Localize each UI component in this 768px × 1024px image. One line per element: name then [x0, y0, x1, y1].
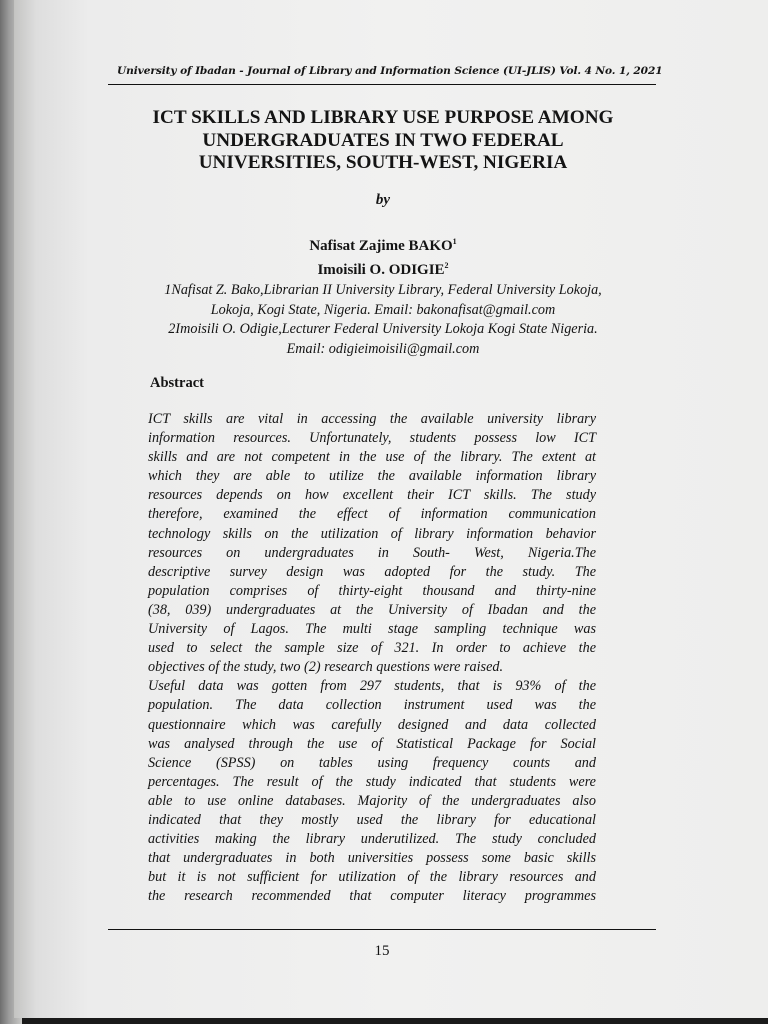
abstract-line: percentages. The result of the study indicated that students were: [148, 773, 596, 790]
abstract-heading: Abstract: [150, 375, 204, 391]
abstract-line: questionnaire which was carefully designed and data collected: [148, 716, 596, 733]
abstract-line: information resources. Unfortunately, students possess low ICT: [148, 430, 596, 447]
abstract-line: Useful data was gotten from 297 students, that is 93% of the: [148, 678, 596, 695]
abstract-line: descriptive survey design was adopted for the study. The: [148, 563, 596, 580]
abstract-line: that undergraduates in both universities possess some basic skills: [148, 850, 596, 867]
author: [100, 232, 666, 256]
abstract-line: (38, 039) undergraduates at the University of Ibadan and the: [148, 601, 596, 618]
title-line: UNDERGRADUATES IN TWO FEDERAL: [202, 129, 564, 151]
abstract-line: the research recommended that computer literacy programmes: [148, 888, 596, 905]
abstract-line: was analysed through the use of Statistical Package for Social: [148, 735, 596, 752]
abstract-line: Science (SPSS) on tables using frequency counts and: [148, 754, 596, 771]
title-line: ICT SKILLS AND LIBRARY USE PURPOSE AMONG: [152, 107, 614, 128]
author-mark: 2: [444, 261, 449, 270]
author-name: Nafisat Zajime BAKO: [309, 238, 453, 254]
abstract-line: therefore, examined the effect of information communication: [148, 506, 596, 523]
abstract-line: resources depends on how excellent their ICT skills. The study: [148, 487, 596, 504]
paper-title: [100, 107, 666, 175]
affiliation-line: 1Nafisat Z. Bako,Librarian II University Library, Federal University Lokoja,: [164, 282, 602, 298]
footer-rule: [108, 929, 656, 930]
author-mark: 1: [452, 237, 457, 246]
affiliation-line: 2Imoisili O. Odigie,Lecturer Federal University Lokoja Kogi State Nigeria.: [168, 321, 598, 337]
abstract-line: ICT skills are vital in accessing the available university library: [148, 411, 596, 427]
affiliations: [100, 281, 666, 359]
page-number: 15: [374, 943, 390, 959]
by-label: by: [375, 192, 391, 208]
abstract-line: University of Lagos. The multi stage sampling technique was: [148, 621, 596, 638]
abstract-line: technology skills on the utilization of library information behavior: [148, 525, 596, 542]
author-list: [100, 232, 666, 280]
abstract-line: objectives of the study, two (2) research questions were raised.: [148, 659, 504, 676]
abstract-line: indicated that they mostly used the library for educational: [148, 811, 596, 828]
header-rule: [108, 84, 656, 85]
author-name: Imoisili O. ODIGIE: [317, 262, 445, 278]
abstract-line: but it is not sufficient for utilization of the library resources and: [148, 869, 596, 886]
abstract-line: skills and are not competent in the use of the library. The extent at: [148, 449, 596, 466]
abstract-line: able to use online databases. Majority of the undergraduates also: [148, 792, 596, 809]
journal-header: University of Ibadan - Journal of Library and Information Science (UI-JLIS) Vol. 4 No. 1, 2021: [117, 65, 663, 77]
author: [100, 256, 666, 280]
title-line: UNIVERSITIES, SOUTH-WEST, NIGERIA: [198, 152, 568, 173]
abstract-line: activities making the library underutilized. The study concluded: [148, 831, 596, 848]
abstract-line: used to select the sample size of 321. In order to achieve the: [148, 640, 596, 657]
abstract-line: population comprises of thirty-eight thousand and thirty-nine: [148, 582, 596, 599]
abstract-body: [148, 410, 596, 906]
affiliation-line: Email: odigieimoisili@gmail.com: [286, 340, 480, 357]
affiliation-line: Lokoja, Kogi State, Nigeria. Email: bakonafisat@gmail.com: [210, 301, 556, 318]
abstract-line: population. The data collection instrument used was the: [148, 697, 596, 714]
abstract-line: which they are able to utilize the available information library: [148, 468, 596, 485]
abstract-line: resources on undergraduates in South- West, Nigeria.The: [148, 544, 596, 561]
